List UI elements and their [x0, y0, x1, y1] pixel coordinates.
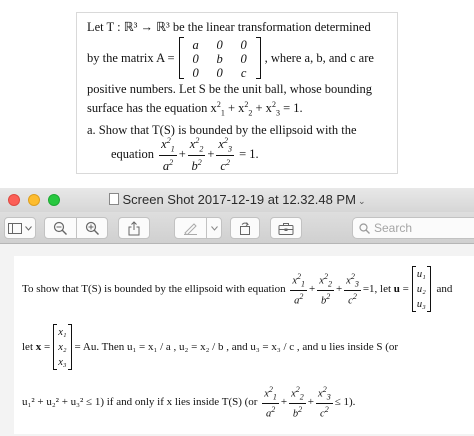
vector-entry: x₁: [58, 326, 67, 338]
matrix-grid: [184, 37, 256, 79]
window-title-text: Screen Shot 2017-12-19 at 12.32.48 PM: [122, 192, 356, 207]
toolbox-button[interactable]: [270, 217, 302, 239]
where-clause: , where a, b, and c are: [264, 51, 374, 65]
answer-row-2: let x = x₁ x₂ x₃ = Au. Then u₁ = x₁ / a , u₂ = x₂ / b , and u₃ = x₃ / c , and u lies inside S (or: [22, 322, 398, 372]
zoom-button-group: [44, 217, 108, 239]
line4-suffix: = 1.: [279, 101, 303, 116]
fraction: $\frac{x^2_1}{a^2}$: [264, 385, 277, 420]
fraction: $\frac{x^2_1}{a^2}$: [292, 272, 306, 307]
by-matrix-label: by the matrix A =: [87, 51, 175, 65]
vector-entry: x₂: [58, 341, 67, 353]
vector-entry: u₁: [416, 268, 426, 280]
and-word: and: [436, 283, 453, 295]
fraction: $\frac{x^2_2}{b^2}$: [189, 135, 204, 174]
markup-button[interactable]: [183, 222, 198, 235]
markup-menu-button[interactable]: [211, 226, 218, 231]
document-viewport[interactable]: [0, 244, 474, 436]
zoom-out-icon: [53, 221, 68, 236]
problem-line-1: Let T : ℝ³ → ℝ³ be the linear transformation determined: [87, 20, 371, 34]
fraction: $\frac{x^2_3}{c^2}$: [346, 272, 359, 307]
matrix-cell: 0: [192, 66, 199, 80]
inequality-end: ≤ 1).: [334, 396, 356, 408]
share-button[interactable]: [118, 217, 150, 239]
fraction: $\frac{x^2_2}{b^2}$: [319, 272, 332, 307]
problem-matrix-row: [87, 36, 387, 80]
equation-rhs: =1, let: [362, 283, 392, 295]
vector-entry: u₃: [416, 298, 426, 310]
title-bar[interactable]: [0, 188, 474, 212]
zoom-in-button[interactable]: [85, 221, 100, 236]
matrix-a: [179, 37, 261, 79]
preview-window: [0, 188, 474, 436]
answer-condition-text: u₁² + u₂² + u₃² ≤ 1) if and only if x lies inside T(S) (or: [22, 396, 258, 408]
chevron-down-icon: [211, 226, 218, 231]
vector-x-label: x: [35, 341, 42, 353]
document-page: [14, 256, 474, 434]
zoom-in-icon: [85, 221, 100, 236]
matrix-cell: 0: [216, 66, 223, 80]
equation-label: equation: [111, 146, 155, 161]
sidebar-icon: [8, 223, 22, 234]
vector-u-label: u: [393, 283, 400, 295]
rotate-icon: [238, 221, 252, 236]
matrix-cell: 0: [192, 52, 199, 66]
ellipsoid-equation: equation $\frac{x^2_1}{a^2}$ + $\frac{x^2_2}{b^2}$ + $\frac{x^2_3}{c^2}$ = 1.: [111, 135, 259, 174]
matrix-cell: 0: [216, 38, 223, 52]
window-title[interactable]: [0, 192, 474, 207]
equation-rhs: = 1.: [239, 146, 259, 161]
let-word: let: [22, 341, 33, 353]
matrix-cell: a: [192, 38, 199, 52]
search-field[interactable]: [352, 217, 474, 239]
rotate-button[interactable]: [230, 217, 260, 239]
chevron-down-icon: [25, 226, 32, 231]
markup-button-group: [174, 217, 222, 239]
matrix-cell: 0: [240, 52, 247, 66]
toolbox-icon: [278, 222, 294, 235]
fraction: $\frac{x^2_1}{a^2}$: [161, 135, 175, 174]
matrix-cell: c: [240, 66, 247, 80]
share-icon: [128, 221, 140, 236]
zoom-out-button[interactable]: [53, 221, 68, 236]
search-input[interactable]: [374, 221, 464, 235]
problem-line-4: surface has the equation $x^2_1 + x^2_2 + x^2_3 = 1$.: [87, 100, 303, 118]
chevron-down-icon: ⌄: [357, 196, 366, 206]
answer-row-1: To show that T(S) is bounded by the ellipsoid with equation $\frac{x^2_1}{a^2}$ + $\frac{x^2_2}{b^2}$ + $\frac{x^2_3}{c^2}$ =1, let u = u₁ u₂ u₃ and: [22, 264, 452, 314]
answer-intro: To show that T(S) is bounded by the ellipsoid with equation: [22, 283, 286, 295]
fraction: $\frac{x^2_3}{c^2}$: [318, 385, 331, 420]
matrix-cell: 0: [240, 38, 247, 52]
line4-prefix: surface has the equation x: [87, 101, 217, 116]
vector-entry: x₃: [58, 356, 67, 368]
sidebar-toggle-button[interactable]: [4, 217, 36, 239]
fraction: $\frac{x^2_3}{c^2}$: [218, 135, 232, 174]
problem-statement-image: [76, 12, 398, 174]
matrix-cell: b: [216, 52, 223, 66]
vector-u: [412, 266, 431, 312]
search-icon: [359, 223, 370, 234]
matrix-right-bracket: [256, 37, 261, 79]
markup-pen-icon: [183, 222, 198, 235]
vector-x: [53, 324, 71, 370]
vector-entry: u₂: [416, 283, 426, 295]
toolbar: [0, 212, 474, 244]
problem-part-a: a. Show that T(S) is bounded by the ellipsoid with the: [87, 122, 357, 137]
fraction: $\frac{x^2_2}{b^2}$: [291, 385, 304, 420]
document-icon: [109, 193, 119, 205]
answer-row-3: u₁² + u₂² + u₃² ≤ 1) if and only if x lies inside T(S) (or $\frac{x^2_1}{a^2}$ + $\frac{x^2_2}{b^2}$ + $\frac{x^2_3}{c^2}$ ≤ 1).: [22, 385, 356, 420]
answer-transformation-text: = Au. Then u₁ = x₁ / a , u₂ = x₂ / b , and u₃ = x₃ / c , and u lies inside S (or: [74, 341, 399, 353]
equals-sign: =: [402, 283, 409, 295]
problem-line-3: positive numbers. Let S be the unit ball, whose bounding: [87, 82, 373, 96]
